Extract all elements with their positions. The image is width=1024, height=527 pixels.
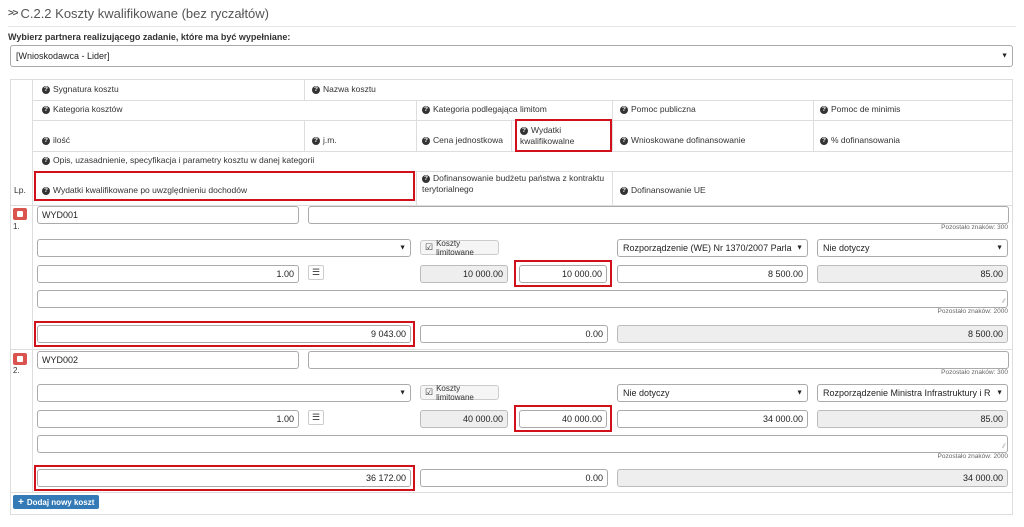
chevron-down-icon: ▼ <box>796 244 803 252</box>
chevron-down-icon: ▼ <box>996 244 1003 252</box>
cena-input: 10 000.00 <box>420 265 508 283</box>
chevron-down-icon: ▼ <box>399 389 406 397</box>
chars-left-hint: Pozostało znaków: 300 <box>941 224 1008 231</box>
chars-left-hint: Pozostało znaków: 2000 <box>937 308 1008 315</box>
partner-select[interactable] <box>10 45 1013 67</box>
add-cost-label: Dodaj nowy koszt <box>26 497 95 507</box>
opis-textarea[interactable] <box>37 435 1008 453</box>
list-icon: ☰ <box>311 267 321 277</box>
wnioskowane-input[interactable]: 8 500.00 <box>617 265 808 283</box>
sygnatura-input[interactable]: WYD002 <box>37 351 299 369</box>
procent-input: 85.00 <box>817 410 1008 428</box>
ilosc-input[interactable]: 1.00 <box>37 265 299 283</box>
header-kategoria: ? Kategoria kosztów <box>44 104 123 114</box>
highlight-wydatki-header <box>515 119 612 152</box>
kategoria-select[interactable] <box>37 384 411 402</box>
help-icon: ? <box>312 86 320 94</box>
highlight-wydatki-po-dochodach-header <box>34 171 415 201</box>
help-icon: ? <box>42 86 50 94</box>
help-icon: ? <box>520 127 528 135</box>
list-icon: ☰ <box>311 412 321 422</box>
help-icon: ? <box>42 137 50 145</box>
kategoria-select[interactable] <box>37 239 411 257</box>
nazwa-input[interactable] <box>308 351 1009 369</box>
help-icon: ? <box>42 187 50 195</box>
help-icon: ? <box>620 187 628 195</box>
partner-select-value: [Wnioskodawca - Lider] <box>16 51 110 61</box>
header-ilosc: ? ilość <box>44 135 71 145</box>
help-icon: ? <box>422 137 430 145</box>
header-wydatki-po-dochodach: ? Wydatki kwalifikowane po uwzględnieniu dochodów <box>44 185 248 195</box>
header-pomoc-publiczna: ? Pomoc publiczna <box>622 104 696 114</box>
jm-list-button[interactable] <box>308 410 324 425</box>
highlight-wydatki-row2 <box>514 405 612 432</box>
wydatki-kwalifikowalne-input[interactable]: 40 000.00 <box>519 410 607 428</box>
help-icon: ? <box>42 157 50 165</box>
help-icon: ? <box>312 137 320 145</box>
chevron-right-icon: > > <box>8 8 17 19</box>
wydatki-kwalifikowalne-input[interactable]: 10 000.00 <box>519 265 607 283</box>
chevron-down-icon: ▼ <box>796 389 803 397</box>
ue-input: 8 500.00 <box>617 325 1008 343</box>
pomoc-de-minimis-select[interactable]: Nie dotyczy ▼ <box>817 239 1008 257</box>
budzet-input[interactable]: 0.00 <box>420 469 608 487</box>
help-icon: ? <box>42 106 50 114</box>
header-kategoria-limit: ? Kategoria podlegająca limitom <box>424 104 547 114</box>
delete-row-button[interactable] <box>13 208 27 220</box>
opis-textarea[interactable] <box>37 290 1008 308</box>
procent-input: 85.00 <box>817 265 1008 283</box>
row-number: 1. <box>13 222 20 231</box>
header-nazwa: ? Nazwa kosztu <box>314 84 376 94</box>
header-cena: ? Cena jednostkowa <box>424 135 503 145</box>
header-ue: ? Dofinansowanie UE <box>622 185 706 195</box>
header-lp: Lp. <box>14 185 26 195</box>
checkbox-icon: ☑ <box>425 387 434 397</box>
help-icon: ? <box>620 106 628 114</box>
wydatki-po-dochodach-input[interactable]: 36 172.00 <box>37 469 411 487</box>
nazwa-input[interactable] <box>308 206 1009 224</box>
help-icon: ? <box>422 106 430 114</box>
header-wydatki-kwalifikowalne: ? Wydatki kwalifikowalne <box>520 125 575 146</box>
sygnatura-input[interactable]: WYD001 <box>37 206 299 224</box>
trash-icon <box>17 211 23 217</box>
trash-icon <box>17 356 23 362</box>
help-icon: ? <box>422 175 430 183</box>
highlight-wydatki-po-dochodach-row1 <box>34 321 415 347</box>
plus-icon: + <box>18 496 24 508</box>
header-budzet: ? Dofinansowanie budżetu państwa z kontraktu terytorialnego <box>422 173 605 194</box>
ue-input: 34 000.00 <box>617 469 1008 487</box>
delete-row-button[interactable] <box>13 353 27 365</box>
cena-input: 40 000.00 <box>420 410 508 428</box>
highlight-wydatki-po-dochodach-row2 <box>34 465 415 491</box>
jm-list-button[interactable] <box>308 265 324 280</box>
checkbox-icon: ☑ <box>425 242 434 252</box>
resize-grip-icon: ⁄⁄ <box>1002 299 1005 305</box>
chars-left-hint: Pozostało znaków: 300 <box>941 369 1008 376</box>
help-icon: ? <box>820 137 828 145</box>
pomoc-publiczna-select[interactable]: Nie dotyczy ▼ <box>617 384 808 402</box>
help-icon: ? <box>620 137 628 145</box>
pomoc-de-minimis-select[interactable]: Rozporządzenie Ministra Infrastruktury i R ▼ <box>817 384 1008 402</box>
partner-label: Wybierz partnera realizującego zadanie, które ma być wypełniane: <box>8 32 291 42</box>
header-sygnatura: ? Sygnatura kosztu <box>44 84 119 94</box>
wnioskowane-input[interactable]: 34 000.00 <box>617 410 808 428</box>
header-procent: ? % dofinansowania <box>822 135 900 145</box>
budzet-input[interactable]: 0.00 <box>420 325 608 343</box>
section-title-text: C.2.2 Koszty kwalifikowane (bez ryczałtów) <box>20 6 269 21</box>
chevron-down-icon: ▼ <box>399 244 406 252</box>
header-jm: ? j.m. <box>314 135 337 145</box>
row-number: 2. <box>13 366 20 375</box>
divider <box>8 26 1016 27</box>
chevron-down-icon: ▼ <box>996 389 1003 397</box>
chars-left-hint: Pozostało znaków: 2000 <box>937 453 1008 460</box>
section-title <box>8 6 269 21</box>
pomoc-publiczna-select[interactable]: Rozporządzenie (WE) Nr 1370/2007 Parla ▼ <box>617 239 808 257</box>
header-opis: ? Opis, uzasadnienie, specyfikacja i parametry kosztu w danej kategorii <box>44 155 315 165</box>
help-icon: ? <box>820 106 828 114</box>
koszty-limitowane-button[interactable]: ☑ Koszty limitowane <box>420 385 499 400</box>
highlight-wydatki-row1 <box>514 260 612 287</box>
chevron-down-icon: ▼ <box>1001 52 1008 60</box>
resize-grip-icon: ⁄⁄ <box>1002 444 1005 450</box>
header-wnioskowane: ? Wnioskowane dofinansowanie <box>622 135 746 145</box>
header-pomoc-de-minimis: ? Pomoc de minimis <box>822 104 901 114</box>
ilosc-input[interactable]: 1.00 <box>37 410 299 428</box>
koszty-limitowane-button[interactable]: ☑ Koszty limitowane <box>420 240 499 255</box>
add-cost-button[interactable] <box>13 495 99 509</box>
wydatki-po-dochodach-input[interactable]: 9 043.00 <box>37 325 411 343</box>
